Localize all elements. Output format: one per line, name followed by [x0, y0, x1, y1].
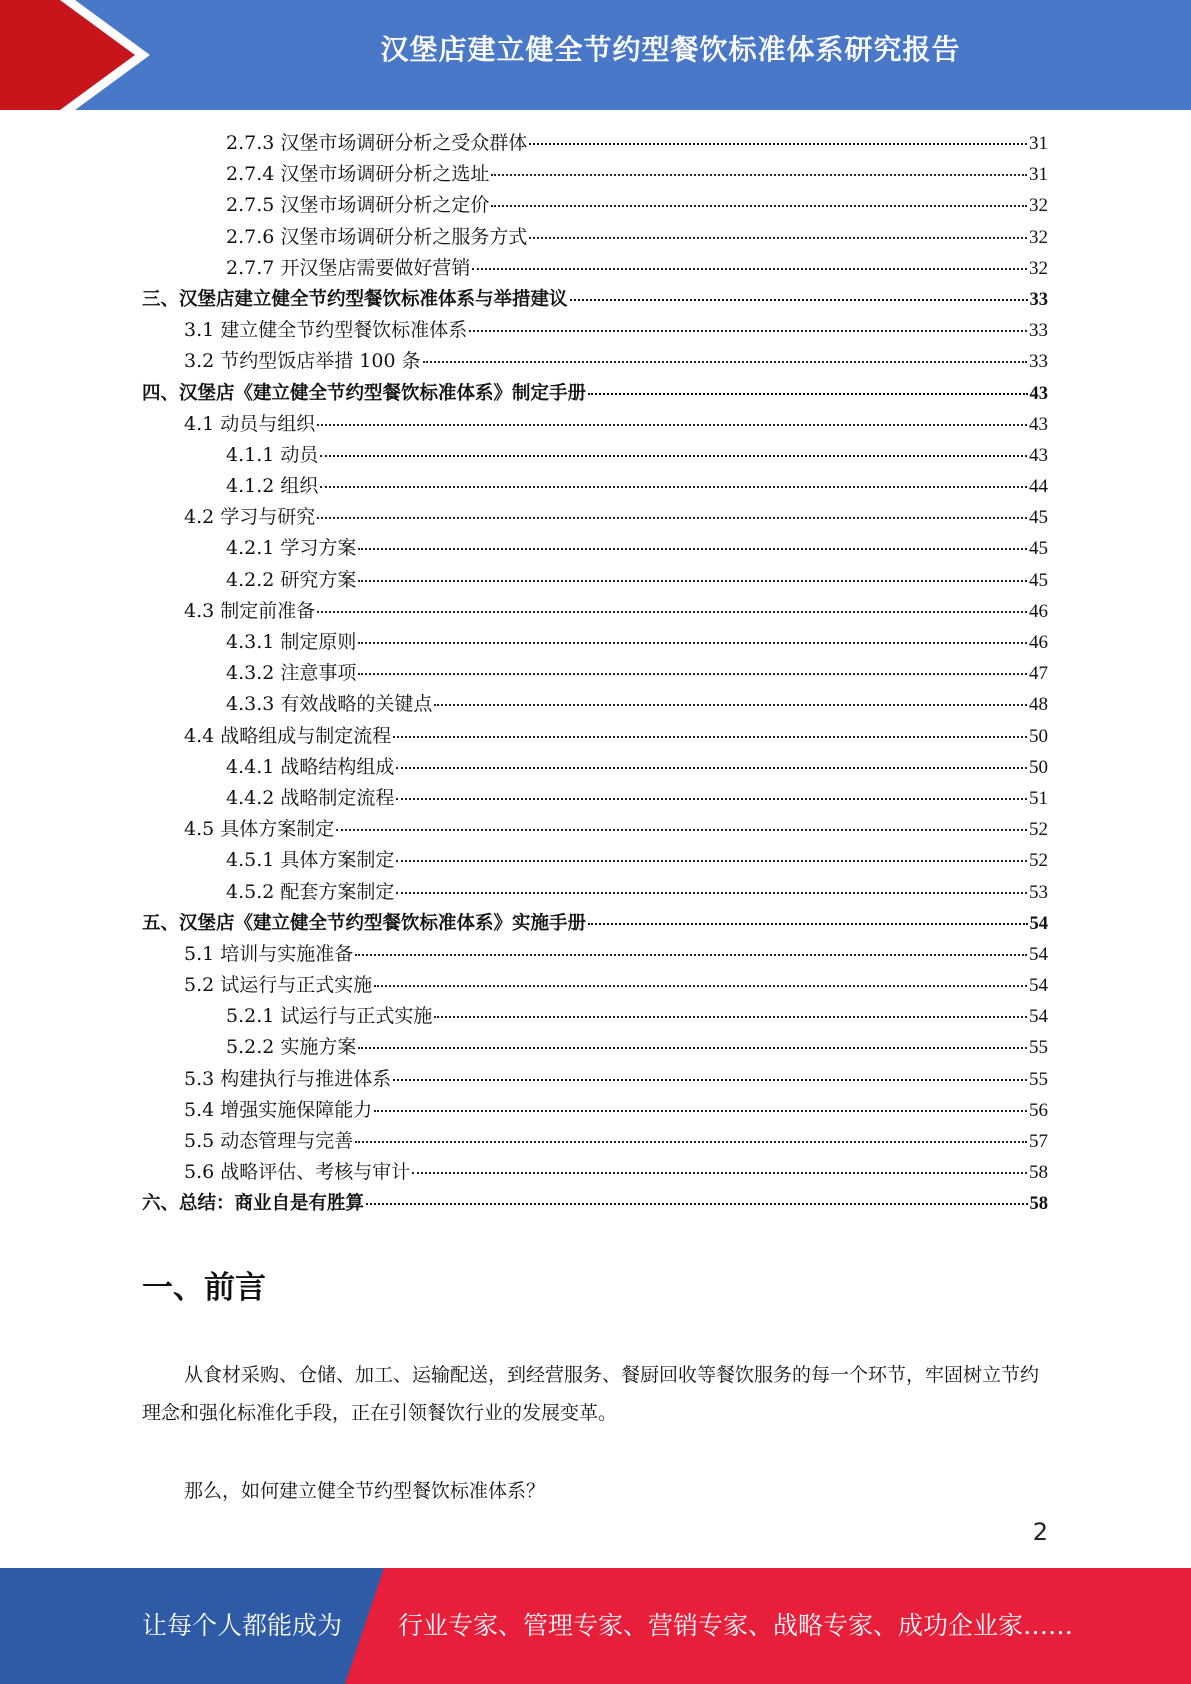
- toc-dot-leader: [423, 361, 1027, 363]
- toc-entry-page: 31: [1029, 133, 1048, 154]
- toc-entry[interactable]: [142, 970, 1048, 1001]
- section-heading: 一、前言: [142, 1270, 266, 1306]
- toc-entry[interactable]: [142, 565, 1048, 596]
- toc-entry[interactable]: [142, 409, 1048, 440]
- toc-entry-page: 57: [1029, 1131, 1048, 1152]
- toc-dot-leader: [529, 237, 1027, 239]
- toc-entry-label: 3.2 节约型饭店举措 100 条: [184, 350, 421, 373]
- document-title: 汉堡店建立健全节约型餐饮标准体系研究报告: [380, 33, 961, 66]
- toc-dot-leader: [434, 704, 1027, 706]
- toc-entry[interactable]: [142, 471, 1048, 502]
- toc-entry-label: 六、总结：商业自是有胜算: [142, 1193, 365, 1215]
- toc-entry[interactable]: [142, 814, 1048, 845]
- toc-entry[interactable]: [142, 346, 1048, 377]
- toc-dot-leader: [320, 486, 1027, 488]
- toc-entry-page: 46: [1029, 600, 1048, 622]
- toc-entry-label: 4.1 动员与组织: [184, 412, 316, 435]
- toc-entry-label: 5.1 培训与实施准备: [184, 942, 354, 965]
- toc-entry-page: 54: [1029, 943, 1048, 965]
- toc-entry-label: 5.2.1 试运行与正式实施: [226, 1005, 433, 1028]
- toc-entry-page: 45: [1029, 569, 1048, 591]
- toc-dot-leader: [491, 205, 1027, 207]
- toc-entry[interactable]: [142, 1095, 1048, 1126]
- header-banner: [0, 0, 1191, 110]
- toc-entry-label: 4.1.2 组织: [226, 475, 319, 498]
- toc-entry-label: 5.6 战略评估、考核与审计: [184, 1161, 411, 1184]
- toc-entry-label: 2.7.6 汉堡市场调研分析之服务方式: [226, 225, 528, 248]
- toc-entry[interactable]: [142, 1032, 1048, 1063]
- toc-entry-page: 50: [1029, 725, 1048, 747]
- toc-entry-label: 4.1.1 动员: [226, 443, 319, 466]
- toc-entry-label: 2.7.5 汉堡市场调研分析之定价: [226, 194, 490, 217]
- toc-entry[interactable]: [142, 253, 1048, 284]
- toc-entry[interactable]: [142, 128, 1048, 159]
- toc-entry-label: 4.2.2 研究方案: [226, 568, 357, 591]
- toc-entry-page: 33: [1029, 351, 1048, 373]
- toc-entry-page: 43: [1029, 444, 1048, 466]
- toc-dot-leader: [396, 767, 1027, 769]
- toc-dot-leader: [317, 424, 1027, 426]
- toc-entry-page: 51: [1029, 787, 1048, 809]
- toc-entry-label: 4.3.3 有效战略的关键点: [226, 693, 433, 716]
- toc-dot-leader: [355, 1141, 1027, 1143]
- toc-dot-leader: [355, 954, 1027, 956]
- toc-entry[interactable]: [142, 502, 1048, 533]
- toc-entry-label: 2.7.4 汉堡市场调研分析之选址: [226, 163, 490, 186]
- toc-entry-page: 32: [1029, 195, 1048, 217]
- toc-entry-label: 3.1 建立健全节约型餐饮标准体系: [184, 319, 468, 342]
- footer-slogan-left: 让每个人都能成为: [142, 1611, 343, 1640]
- toc-entry-label: 五、汉堡店《建立健全节约型餐饮标准体系》实施手册: [142, 912, 587, 934]
- toc-entry[interactable]: [142, 1064, 1048, 1095]
- toc-entry[interactable]: [142, 533, 1048, 564]
- toc-entry-label: 4.5.1 具体方案制定: [226, 849, 395, 872]
- toc-entry-label: 5.2.2 实施方案: [226, 1036, 357, 1059]
- toc-entry-page: 52: [1029, 850, 1048, 872]
- toc-entry-label: 5.4 增强实施保障能力: [184, 1098, 373, 1121]
- toc-entry[interactable]: [142, 159, 1048, 190]
- toc-dot-leader: [393, 736, 1027, 738]
- toc-entry[interactable]: [142, 908, 1048, 939]
- toc-entry-page: 54: [1029, 975, 1048, 997]
- toc-entry-label: 2.7.7 开汉堡店需要做好营销: [226, 256, 471, 279]
- footer-slogan-right: 行业专家、管理专家、营销专家、战略专家、成功企业家……: [398, 1611, 1074, 1640]
- toc-dot-leader: [320, 455, 1027, 457]
- toc-dot-leader: [491, 174, 1027, 176]
- toc-entry[interactable]: [142, 378, 1048, 409]
- toc-entry-page: 53: [1029, 881, 1048, 903]
- toc-entry[interactable]: [142, 721, 1048, 752]
- toc-entry-label: 4.4.2 战略制定流程: [226, 786, 395, 809]
- toc-dot-leader: [570, 299, 1028, 301]
- toc-dot-leader: [374, 985, 1027, 987]
- page-number: 2: [1032, 1518, 1048, 1546]
- body-paragraph: 从食材采购、仓储、加工、运输配送，到经营服务、餐厨回收等餐饮服务的每一个环节，牢固树立节约理念和强化标准化手段，正在引领餐饮行业的发展变革。: [142, 1364, 1040, 1424]
- toc-dot-leader: [588, 923, 1027, 925]
- toc-dot-leader: [358, 1047, 1027, 1049]
- toc-entry-page: 58: [1029, 1162, 1048, 1184]
- toc-entry-label: 4.4 战略组成与制定流程: [184, 724, 392, 747]
- toc-entry[interactable]: [142, 658, 1048, 689]
- toc-entry[interactable]: [142, 1188, 1048, 1219]
- toc-entry-label: 4.4.1 战略结构组成: [226, 755, 395, 778]
- toc-dot-leader: [393, 1079, 1027, 1081]
- toc-dot-leader: [358, 673, 1027, 675]
- toc-entry-page: 58: [1029, 1194, 1048, 1215]
- toc-entry[interactable]: [142, 939, 1048, 970]
- toc-entry-label: 4.3.2 注意事项: [226, 662, 357, 685]
- toc-entry-label: 4.3.1 制定原则: [226, 631, 357, 653]
- toc-dot-leader: [317, 517, 1027, 519]
- toc-entry-page: 32: [1029, 257, 1048, 279]
- toc-dot-leader: [469, 330, 1027, 332]
- toc-entry[interactable]: [142, 1001, 1048, 1032]
- toc-entry-page: 55: [1029, 1037, 1048, 1059]
- toc-entry[interactable]: [142, 284, 1048, 315]
- toc-entry[interactable]: [142, 783, 1048, 814]
- toc-entry-label: 4.5 具体方案制定: [184, 818, 335, 841]
- toc-entry-page: 31: [1029, 164, 1048, 186]
- toc-entry-page: 48: [1029, 694, 1048, 716]
- toc-entry-page: 45: [1029, 538, 1048, 560]
- toc-dot-leader: [396, 798, 1027, 800]
- toc-entry-label: 4.3 制定前准备: [184, 599, 316, 622]
- toc-entry-page: 45: [1029, 507, 1048, 529]
- toc-entry-label: 三、汉堡店建立健全节约型餐饮标准体系与举措建议: [142, 288, 568, 310]
- header-arrow-decoration: [0, 0, 150, 110]
- toc-entry-label: 2.7.3 汉堡市场调研分析之受众群体: [226, 132, 528, 154]
- toc-entry-page: 44: [1029, 476, 1048, 498]
- toc-dot-leader: [336, 829, 1027, 831]
- toc-dot-leader: [317, 611, 1027, 613]
- toc-entry-label: 5.2 试运行与正式实施: [184, 974, 373, 997]
- toc-entry-page: 43: [1029, 413, 1048, 435]
- toc-entry-page: 33: [1029, 289, 1048, 310]
- toc-entry-page: 46: [1029, 632, 1048, 653]
- toc-entry[interactable]: [142, 752, 1048, 783]
- toc-entry[interactable]: [142, 315, 1048, 346]
- toc-entry-page: 47: [1029, 663, 1048, 685]
- body-paragraph: 那么，如何建立健全节约型餐饮标准体系？: [184, 1480, 546, 1502]
- toc-dot-leader: [588, 393, 1027, 395]
- toc-entry-label: 5.5 动态管理与完善: [184, 1130, 354, 1152]
- toc-entry-label: 四、汉堡店《建立健全节约型餐饮标准体系》制定手册: [142, 382, 587, 404]
- toc-entry-page: 33: [1029, 320, 1048, 342]
- toc-entry-label: 4.5.2 配套方案制定: [226, 880, 395, 903]
- toc-entry-page: 32: [1029, 226, 1048, 248]
- toc-entry[interactable]: [142, 689, 1048, 720]
- toc-dot-leader: [412, 1172, 1027, 1174]
- toc-entry[interactable]: [142, 1157, 1048, 1188]
- toc-entry-page: 52: [1029, 819, 1048, 841]
- toc-entry[interactable]: [142, 877, 1048, 908]
- toc-dot-leader: [472, 268, 1027, 270]
- toc-dot-leader: [396, 892, 1027, 894]
- toc-entry-page: 55: [1029, 1068, 1048, 1090]
- toc-dot-leader: [434, 1016, 1027, 1018]
- toc-entry[interactable]: [142, 627, 1048, 658]
- toc-entry-page: 43: [1029, 383, 1048, 404]
- toc-dot-leader: [529, 143, 1027, 145]
- toc-entry-page: 50: [1029, 756, 1048, 778]
- footer-banner: [0, 1568, 1191, 1684]
- toc-dot-leader: [366, 1203, 1027, 1205]
- toc-entry-label: 4.2.1 学习方案: [226, 537, 357, 560]
- toc-entry-page: 54: [1029, 1006, 1048, 1028]
- toc-dot-leader: [358, 580, 1027, 582]
- toc-entry-page: 56: [1029, 1099, 1048, 1121]
- toc-entry[interactable]: [142, 845, 1048, 876]
- toc-dot-leader: [396, 860, 1027, 862]
- toc-dot-leader: [358, 642, 1027, 644]
- toc-entry[interactable]: [142, 222, 1048, 253]
- toc-entry-page: 54: [1029, 913, 1048, 934]
- toc-entry-label: 5.3 构建执行与推进体系: [184, 1067, 392, 1090]
- toc-entry[interactable]: [142, 440, 1048, 471]
- toc-entry[interactable]: [142, 1126, 1048, 1157]
- toc-dot-leader: [374, 1110, 1027, 1112]
- table-of-contents: [142, 128, 1048, 1220]
- toc-dot-leader: [358, 548, 1027, 550]
- toc-entry[interactable]: [142, 596, 1048, 627]
- toc-entry[interactable]: [142, 190, 1048, 221]
- toc-entry-label: 4.2 学习与研究: [184, 506, 316, 529]
